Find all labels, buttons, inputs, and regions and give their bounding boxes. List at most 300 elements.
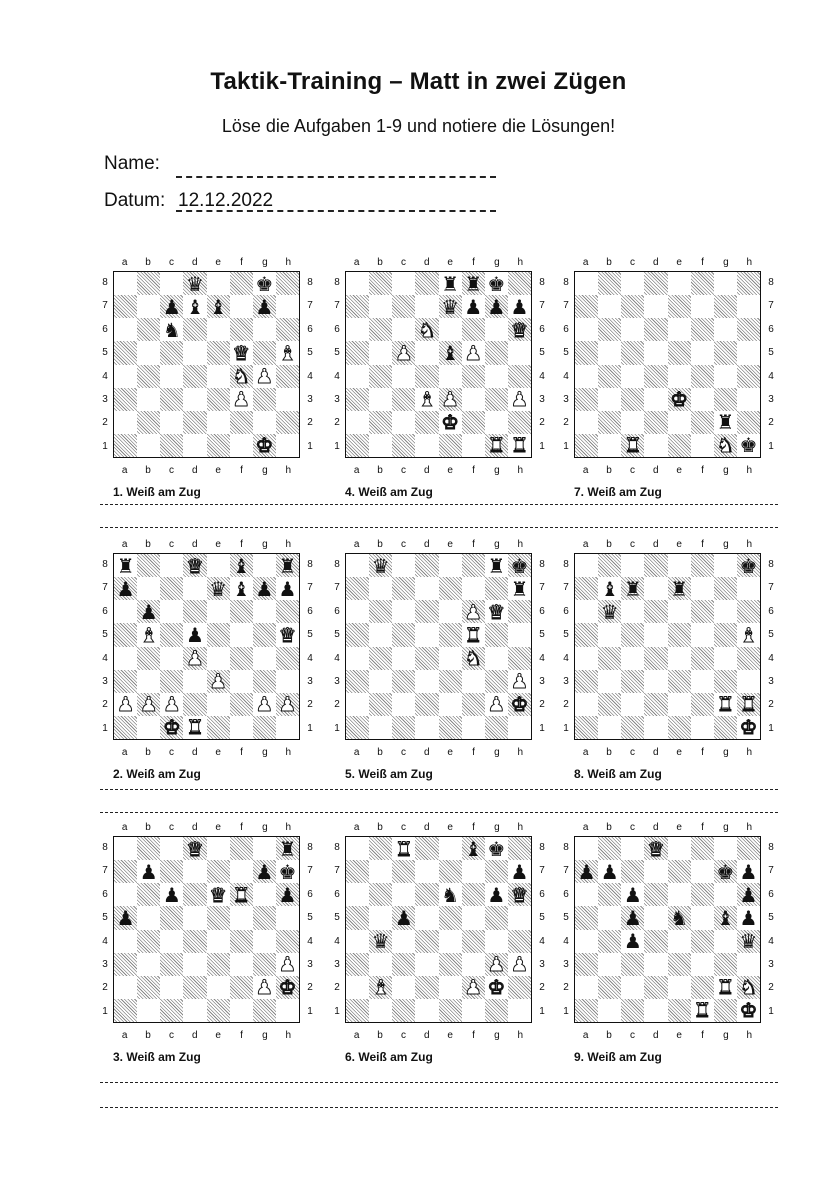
square-f6[interactable] [462,883,485,906]
square-h5[interactable] [737,906,760,929]
black-queen-icon[interactable]: ♛ [371,929,390,954]
square-d5[interactable] [183,341,206,364]
square-c4[interactable] [621,647,644,670]
square-a5[interactable] [346,623,369,646]
black-pawn-icon[interactable]: ♟ [510,294,529,319]
answer-line[interactable] [100,527,778,528]
square-c4[interactable] [160,930,183,953]
square-d4[interactable] [183,365,206,388]
square-a1[interactable] [575,716,598,739]
white-pawn-icon[interactable]: ♟ [441,387,460,412]
white-queen-icon[interactable]: ♛ [487,599,506,624]
square-e3[interactable] [207,388,230,411]
square-d4[interactable] [644,930,667,953]
square-c2[interactable] [392,693,415,716]
square-h3[interactable] [737,670,760,693]
square-e5[interactable] [439,623,462,646]
white-queen-icon[interactable]: ♛ [646,836,665,861]
square-a3[interactable] [114,388,137,411]
square-g1[interactable] [714,434,737,457]
square-h7[interactable] [737,860,760,883]
black-pawn-icon[interactable]: ♟ [116,905,135,930]
square-c6[interactable] [621,883,644,906]
white-rook-icon[interactable]: ♜ [693,998,712,1023]
square-b3[interactable] [598,670,621,693]
square-a2[interactable] [114,976,137,999]
square-h4[interactable] [508,365,531,388]
square-c4[interactable] [392,647,415,670]
square-d1[interactable] [183,999,206,1022]
square-h6[interactable] [508,883,531,906]
square-g2[interactable] [485,411,508,434]
square-c1[interactable] [160,716,183,739]
square-a2[interactable] [114,693,137,716]
square-a6[interactable] [114,883,137,906]
square-b6[interactable] [598,600,621,623]
square-d8[interactable] [415,272,438,295]
square-h4[interactable] [737,647,760,670]
white-knight-icon[interactable]: ♞ [464,646,483,671]
square-f2[interactable] [691,411,714,434]
square-h3[interactable] [276,388,299,411]
square-f1[interactable] [691,716,714,739]
square-a4[interactable] [346,647,369,670]
black-king-icon[interactable]: ♚ [716,859,735,884]
square-g8[interactable] [485,837,508,860]
square-h1[interactable] [276,434,299,457]
square-f5[interactable] [462,341,485,364]
square-g4[interactable] [253,930,276,953]
square-e5[interactable] [439,906,462,929]
square-f1[interactable] [462,434,485,457]
square-d3[interactable] [644,670,667,693]
square-g8[interactable] [253,554,276,577]
square-d3[interactable] [183,953,206,976]
square-c6[interactable] [160,883,183,906]
black-knight-icon[interactable]: ♞ [441,882,460,907]
black-queen-icon[interactable]: ♛ [371,553,390,578]
square-c8[interactable] [621,272,644,295]
square-g7[interactable] [253,295,276,318]
square-d4[interactable] [415,930,438,953]
square-g4[interactable] [485,930,508,953]
square-c7[interactable] [621,577,644,600]
square-f3[interactable] [462,953,485,976]
square-h1[interactable] [508,999,531,1022]
square-c5[interactable] [621,341,644,364]
square-c7[interactable] [160,577,183,600]
square-b3[interactable] [137,953,160,976]
square-b8[interactable] [369,554,392,577]
square-a5[interactable] [575,341,598,364]
square-e8[interactable] [439,837,462,860]
square-d7[interactable] [644,295,667,318]
square-a3[interactable] [114,953,137,976]
square-b2[interactable] [369,976,392,999]
square-e2[interactable] [668,976,691,999]
square-g4[interactable] [714,930,737,953]
black-pawn-icon[interactable]: ♟ [116,576,135,601]
black-pawn-icon[interactable]: ♟ [623,882,642,907]
square-g3[interactable] [253,953,276,976]
square-d8[interactable] [415,554,438,577]
square-g1[interactable] [253,716,276,739]
square-c5[interactable] [392,341,415,364]
square-b4[interactable] [137,930,160,953]
square-d8[interactable] [644,554,667,577]
square-g4[interactable] [485,365,508,388]
square-d8[interactable] [644,837,667,860]
square-a4[interactable] [575,365,598,388]
black-pawn-icon[interactable]: ♟ [623,929,642,954]
square-g7[interactable] [485,860,508,883]
square-h6[interactable] [737,883,760,906]
square-h8[interactable] [276,554,299,577]
square-e6[interactable] [439,318,462,341]
square-c6[interactable] [392,318,415,341]
square-b5[interactable] [369,623,392,646]
square-e2[interactable] [207,976,230,999]
square-e6[interactable] [207,883,230,906]
square-e6[interactable] [668,600,691,623]
black-rook-icon[interactable]: ♜ [623,576,642,601]
square-a4[interactable] [114,647,137,670]
square-d2[interactable] [183,693,206,716]
black-pawn-icon[interactable]: ♟ [623,905,642,930]
square-d7[interactable] [415,295,438,318]
black-bishop-icon[interactable]: ♝ [232,553,251,578]
square-f3[interactable] [691,388,714,411]
square-b8[interactable] [137,554,160,577]
square-c1[interactable] [392,434,415,457]
square-e8[interactable] [207,837,230,860]
white-pawn-icon[interactable]: ♟ [209,669,228,694]
square-g3[interactable] [714,388,737,411]
square-b4[interactable] [369,930,392,953]
square-h3[interactable] [737,388,760,411]
square-d2[interactable] [415,411,438,434]
square-a7[interactable] [114,860,137,883]
white-king-icon[interactable]: ♚ [510,692,529,717]
square-f7[interactable] [462,295,485,318]
black-rook-icon[interactable]: ♜ [278,553,297,578]
white-pawn-icon[interactable]: ♟ [255,364,274,389]
square-h7[interactable] [508,860,531,883]
square-e2[interactable] [439,411,462,434]
square-c6[interactable] [160,600,183,623]
square-a7[interactable] [346,577,369,600]
square-a3[interactable] [346,953,369,976]
square-d2[interactable] [183,976,206,999]
square-f7[interactable] [230,295,253,318]
square-b3[interactable] [369,670,392,693]
square-e2[interactable] [207,411,230,434]
square-g1[interactable] [253,999,276,1022]
square-c4[interactable] [392,930,415,953]
square-b1[interactable] [598,999,621,1022]
square-h3[interactable] [737,953,760,976]
white-pawn-icon[interactable]: ♟ [162,692,181,717]
square-d5[interactable] [644,623,667,646]
square-e6[interactable] [439,600,462,623]
square-f3[interactable] [230,388,253,411]
square-e6[interactable] [668,883,691,906]
square-a2[interactable] [114,411,137,434]
square-b2[interactable] [137,411,160,434]
square-e1[interactable] [439,434,462,457]
white-pawn-icon[interactable]: ♟ [464,599,483,624]
square-a7[interactable] [346,860,369,883]
square-e1[interactable] [207,999,230,1022]
square-f3[interactable] [230,953,253,976]
square-g6[interactable] [253,600,276,623]
square-h2[interactable] [276,976,299,999]
black-pawn-icon[interactable]: ♟ [278,882,297,907]
square-d5[interactable] [183,623,206,646]
square-d8[interactable] [183,272,206,295]
square-e8[interactable] [439,554,462,577]
square-b5[interactable] [137,623,160,646]
square-c8[interactable] [160,554,183,577]
square-g6[interactable] [485,600,508,623]
square-b4[interactable] [369,647,392,670]
square-g2[interactable] [253,976,276,999]
black-queen-icon[interactable]: ♛ [600,599,619,624]
black-pawn-icon[interactable]: ♟ [394,905,413,930]
black-bishop-icon[interactable]: ♝ [185,294,204,319]
white-pawn-icon[interactable]: ♟ [394,340,413,365]
square-b4[interactable] [598,930,621,953]
square-g3[interactable] [253,670,276,693]
square-h1[interactable] [737,716,760,739]
square-a4[interactable] [346,930,369,953]
square-e6[interactable] [668,318,691,341]
square-a5[interactable] [575,906,598,929]
square-f7[interactable] [691,295,714,318]
square-h3[interactable] [276,953,299,976]
square-f2[interactable] [462,976,485,999]
square-e8[interactable] [207,272,230,295]
square-c2[interactable] [621,976,644,999]
square-f5[interactable] [462,623,485,646]
square-b6[interactable] [137,318,160,341]
square-b5[interactable] [369,341,392,364]
square-c2[interactable] [392,976,415,999]
square-a8[interactable] [575,554,598,577]
square-d1[interactable] [644,999,667,1022]
square-b6[interactable] [369,318,392,341]
black-bishop-icon[interactable]: ♝ [232,576,251,601]
white-knight-icon[interactable]: ♞ [716,433,735,458]
square-h6[interactable] [508,600,531,623]
square-a1[interactable] [575,999,598,1022]
square-g3[interactable] [485,670,508,693]
square-d1[interactable] [183,434,206,457]
square-f1[interactable] [230,434,253,457]
square-f4[interactable] [691,930,714,953]
square-b3[interactable] [137,670,160,693]
square-d4[interactable] [415,365,438,388]
square-d2[interactable] [415,693,438,716]
square-h5[interactable] [508,623,531,646]
square-e5[interactable] [207,623,230,646]
square-b5[interactable] [598,341,621,364]
black-pawn-icon[interactable]: ♟ [487,294,506,319]
square-c7[interactable] [621,295,644,318]
square-e6[interactable] [207,318,230,341]
square-c8[interactable] [160,272,183,295]
square-g6[interactable] [253,883,276,906]
square-g2[interactable] [485,976,508,999]
square-f6[interactable] [691,318,714,341]
square-g6[interactable] [714,600,737,623]
square-b2[interactable] [137,976,160,999]
square-f4[interactable] [462,930,485,953]
square-b8[interactable] [598,554,621,577]
square-a4[interactable] [114,930,137,953]
white-queen-icon[interactable]: ♛ [209,882,228,907]
square-c2[interactable] [621,693,644,716]
black-rook-icon[interactable]: ♜ [487,553,506,578]
square-d3[interactable] [415,670,438,693]
square-e4[interactable] [668,365,691,388]
square-d6[interactable] [644,883,667,906]
square-b8[interactable] [137,272,160,295]
answer-line[interactable] [100,1107,778,1108]
square-c3[interactable] [392,388,415,411]
square-d5[interactable] [183,906,206,929]
square-b3[interactable] [369,388,392,411]
square-b4[interactable] [137,365,160,388]
square-c7[interactable] [392,577,415,600]
black-pawn-icon[interactable]: ♟ [255,294,274,319]
square-a1[interactable] [346,716,369,739]
black-pawn-icon[interactable]: ♟ [510,859,529,884]
square-a7[interactable] [114,577,137,600]
square-f2[interactable] [230,693,253,716]
square-h7[interactable] [737,577,760,600]
square-e6[interactable] [439,883,462,906]
square-f4[interactable] [462,647,485,670]
black-pawn-icon[interactable]: ♟ [162,294,181,319]
square-h1[interactable] [508,716,531,739]
square-c8[interactable] [621,837,644,860]
square-b1[interactable] [137,999,160,1022]
white-bishop-icon[interactable]: ♝ [417,387,436,412]
white-king-icon[interactable]: ♚ [278,975,297,1000]
white-pawn-icon[interactable]: ♟ [232,387,251,412]
white-king-icon[interactable]: ♚ [441,410,460,435]
square-h6[interactable] [276,883,299,906]
black-pawn-icon[interactable]: ♟ [739,905,758,930]
white-king-icon[interactable]: ♚ [739,998,758,1023]
square-c1[interactable] [621,999,644,1022]
square-f8[interactable] [462,837,485,860]
square-a2[interactable] [346,693,369,716]
square-b7[interactable] [598,295,621,318]
square-b8[interactable] [137,837,160,860]
square-g1[interactable] [714,716,737,739]
square-d8[interactable] [644,272,667,295]
square-c6[interactable] [621,318,644,341]
square-a2[interactable] [575,976,598,999]
square-c1[interactable] [392,716,415,739]
square-d2[interactable] [644,411,667,434]
black-queen-icon[interactable]: ♛ [185,271,204,296]
square-e3[interactable] [668,953,691,976]
square-c4[interactable] [392,365,415,388]
square-a7[interactable] [575,295,598,318]
black-pawn-icon[interactable]: ♟ [464,294,483,319]
square-f4[interactable] [691,647,714,670]
square-h2[interactable] [508,976,531,999]
square-d4[interactable] [183,647,206,670]
square-c6[interactable] [160,318,183,341]
square-a4[interactable] [575,647,598,670]
square-h5[interactable] [276,906,299,929]
black-rook-icon[interactable]: ♜ [278,836,297,861]
square-f2[interactable] [462,411,485,434]
square-a2[interactable] [346,411,369,434]
white-pawn-icon[interactable]: ♟ [487,952,506,977]
square-a5[interactable] [575,623,598,646]
square-d8[interactable] [415,837,438,860]
square-c5[interactable] [160,906,183,929]
square-a8[interactable] [346,272,369,295]
white-queen-icon[interactable]: ♛ [510,317,529,342]
square-g8[interactable] [253,837,276,860]
square-e8[interactable] [207,554,230,577]
square-f7[interactable] [230,577,253,600]
white-rook-icon[interactable]: ♜ [510,433,529,458]
square-c5[interactable] [160,341,183,364]
answer-line[interactable] [100,1082,778,1083]
date-field[interactable] [176,210,496,212]
square-e5[interactable] [207,341,230,364]
square-a4[interactable] [346,365,369,388]
square-b2[interactable] [137,693,160,716]
square-e1[interactable] [439,999,462,1022]
square-g5[interactable] [714,906,737,929]
square-h1[interactable] [276,716,299,739]
square-a3[interactable] [346,670,369,693]
name-field[interactable] [176,176,496,178]
black-pawn-icon[interactable]: ♟ [600,859,619,884]
square-b6[interactable] [598,318,621,341]
square-a3[interactable] [114,670,137,693]
square-h3[interactable] [276,670,299,693]
white-knight-icon[interactable]: ♞ [417,317,436,342]
square-e5[interactable] [668,341,691,364]
square-d3[interactable] [183,670,206,693]
square-e2[interactable] [207,693,230,716]
square-c1[interactable] [160,434,183,457]
square-c8[interactable] [392,837,415,860]
square-c4[interactable] [160,365,183,388]
white-queen-icon[interactable]: ♛ [278,622,297,647]
square-a1[interactable] [346,434,369,457]
square-a8[interactable] [114,272,137,295]
square-f6[interactable] [462,318,485,341]
white-rook-icon[interactable]: ♜ [232,882,251,907]
square-b6[interactable] [369,883,392,906]
square-f4[interactable] [462,365,485,388]
black-pawn-icon[interactable]: ♟ [739,882,758,907]
square-f3[interactable] [230,670,253,693]
square-a6[interactable] [114,318,137,341]
square-f4[interactable] [230,647,253,670]
square-c3[interactable] [621,953,644,976]
